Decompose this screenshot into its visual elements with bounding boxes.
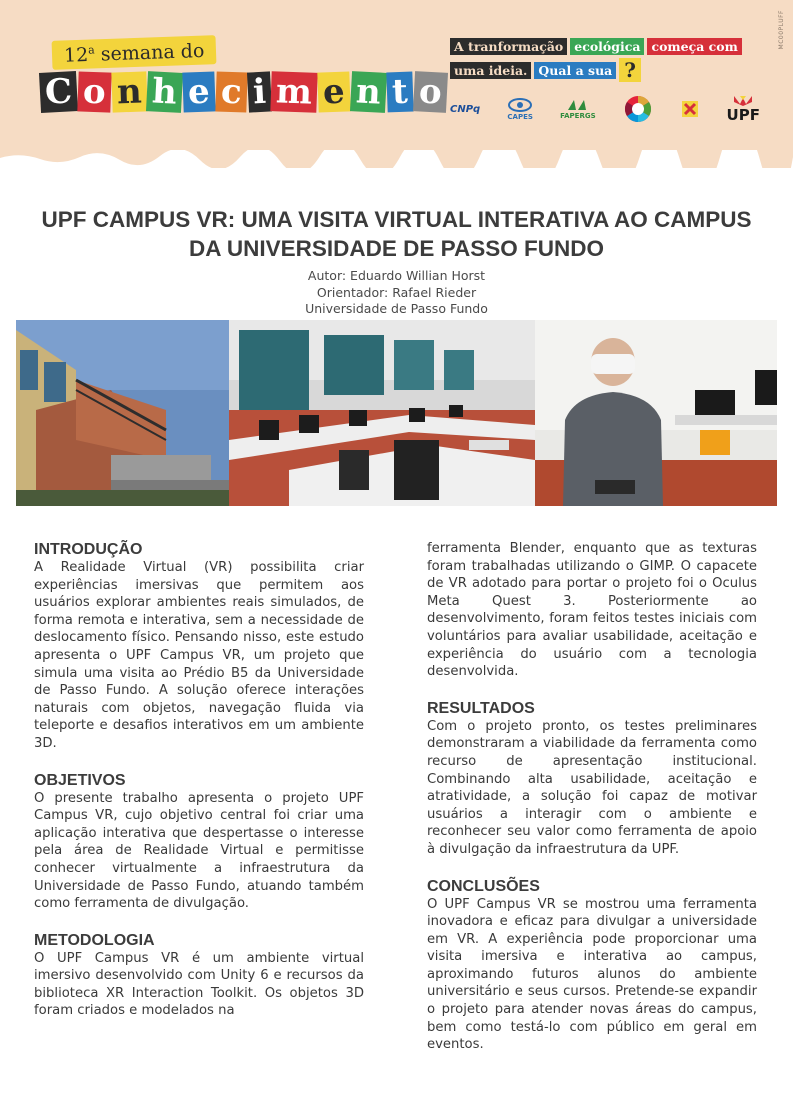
- slogan-part: ecológica: [570, 38, 644, 55]
- transformacao-social-icon: [680, 99, 700, 119]
- objetivos-heading: OBJETIVOS: [34, 771, 126, 789]
- logo-letter: n: [350, 71, 387, 113]
- advisor-name: Orientador: Rafael Rieder: [316, 284, 477, 300]
- transformacao-social-logo: [680, 99, 700, 119]
- conclusoes-heading: CONCLUSÕES: [427, 877, 540, 895]
- logo-letter: C: [39, 71, 78, 113]
- introducao-text: A Realidade Virtual (VR) possibilita criar experiências imersivas que permitem aos usuários explorar ambientes reais simulados, de forma remota e interativa, sem a necessidade de deslocamento físico. Pensando nisso, este estudo apresenta o UPF Campus VR, um projeto que simula uma visita ao Prédio B5 da Universidade de Passo Fundo. A solução oferece interações naturais com objetos, navegação fluida via teleporte e desafios interativos em um ambiente 3D.: [34, 560, 364, 751]
- resultados-heading: RESULTADOS: [427, 699, 535, 717]
- upf-crest-icon: [732, 94, 754, 106]
- event-slogan: [450, 38, 760, 85]
- resultados-text: Com o projeto pronto, os testes preliminares demonstraram a viabilidade da ferramenta como recurso de apresentação institucional. Combinando alta usabilidade, aceitação e atratividade, a solução foi capaz de motivar usuários a interagir com o ambiente e reconhecer seu valor como ferramenta de apoio à divulgação da infraestrutura da UPF.: [427, 718, 757, 857]
- right-column: [427, 540, 757, 1054]
- objetivos-text: O presente trabalho apresenta o projeto UPF Campus VR, cujo objetivo central foi criar uma aplicação interativa que despertasse o interesse pela área de Realidade Virtual e permitisse conhecer virtualmente a infraestrutura da Universidade de Passo Fundo, atuando também como ferramenta de divulgação.: [34, 790, 364, 912]
- conclusoes-text: O UPF Campus VR se mostrou uma ferramenta inovadora e eficaz para divulgar a universidade em VR. A experiência pode proporcionar uma visita imersiva e interativa ao campus, aproximando futuros alunos do ambiente universitário e seus cursos. Pretende-se expandir o projeto para atender novas áreas do campus, bem como testá-lo com público em geral em eventos.: [427, 896, 757, 1053]
- slogan-part: A tranformação: [450, 38, 567, 55]
- ods-logo: [623, 94, 653, 124]
- metodologia-text-part2: ferramenta Blender, enquanto que as texturas foram trabalhadas utilizando o GIMP. O capacete de VR adotado para portar o projeto foi o Oculus Meta Quest 3. Posteriormente ao desenvolvimento, foram feitos testes iniciais com voluntários para avaliar usabilidade, aceitação e experiência do usuário com a tecnologia desenvolvida.: [427, 541, 757, 680]
- vr-lab-render: [229, 320, 535, 506]
- slogan-part: Qual a sua: [534, 62, 616, 79]
- user-headset-photo: [535, 320, 777, 506]
- slogan-part: começa com: [647, 38, 741, 55]
- introducao-heading: INTRODUÇÃO: [34, 541, 143, 558]
- logo-letter: o: [413, 71, 448, 113]
- capes-icon: [507, 97, 533, 113]
- upf-logo: UPF: [727, 94, 760, 124]
- paper-title: UPF CAMPUS VR: UMA VISITA VIRTUAL INTERATIVA AO CAMPUS DA UNIVERSIDADE DE PASSO FUNDO: [41, 207, 752, 261]
- logo-letter: m: [271, 71, 318, 113]
- ods-wheel-icon: [623, 94, 653, 124]
- slogan-question-mark: ?: [619, 58, 641, 82]
- figure-strip: [16, 320, 777, 506]
- left-column: [34, 540, 364, 1020]
- logo-letter: o: [77, 71, 111, 112]
- sponsor-logos: [450, 92, 760, 126]
- logo-letter: t: [386, 72, 413, 113]
- vr-exterior-render: [16, 320, 229, 506]
- logo-letter: h: [146, 71, 183, 113]
- logo-letter: e: [318, 71, 351, 112]
- metodologia-text-part1: O UPF Campus VR é um ambiente virtual imersivo desenvolvido com Unity 6 e recursos da biblioteca XR Interaction Toolkit. Os objetos 3D foram criados e modelados na: [34, 950, 364, 1019]
- logo-letter: c: [215, 71, 247, 112]
- institution-name: Universidade de Passo Fundo: [305, 301, 488, 316]
- cnpq-logo: CNPq: [450, 103, 481, 115]
- torn-paper-edge: [0, 150, 793, 168]
- logo-word: [40, 72, 447, 112]
- event-logo: [40, 38, 443, 128]
- slogan-part: uma ideia.: [450, 62, 531, 79]
- vertical-code: MC00PLUFF: [778, 10, 785, 50]
- metodologia-heading: METODOLOGIA: [34, 931, 155, 949]
- capes-logo: CAPES: [507, 97, 533, 121]
- logo-letter: i: [247, 71, 272, 112]
- logo-letter: n: [111, 71, 147, 112]
- author-name: Autor: Eduardo Willian Horst: [307, 268, 486, 283]
- event-header: [0, 0, 793, 168]
- logo-letter: e: [183, 71, 216, 112]
- author-block: [200, 268, 593, 318]
- logo-subtitle: 12$^a$ semana do: [52, 35, 217, 70]
- fapergs-logo: FAPERGS: [560, 98, 596, 120]
- fapergs-icon: [566, 98, 590, 112]
